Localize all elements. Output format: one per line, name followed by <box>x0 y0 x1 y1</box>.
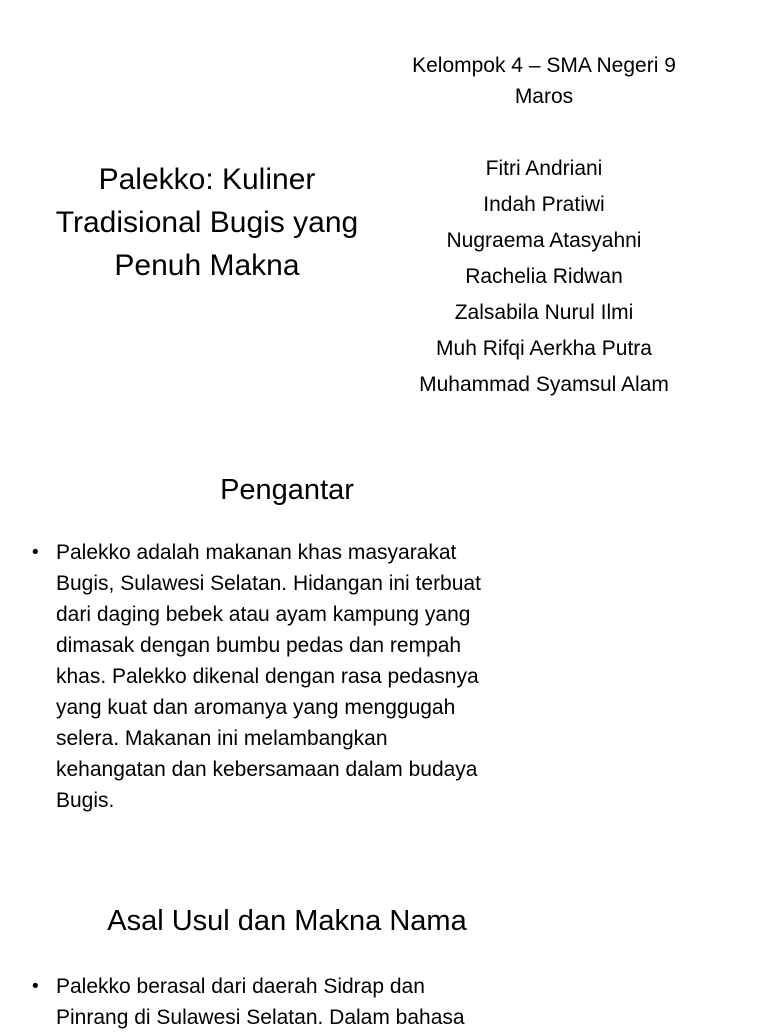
bullet-icon: • <box>32 542 39 563</box>
member-name: Indah Pratiwi <box>483 193 605 216</box>
member-name: Nugraema Atasyahni <box>446 229 642 252</box>
text-line: Bugis. <box>56 789 115 812</box>
member-name: Zalsabila Nurul Ilmi <box>454 301 634 324</box>
group-name-line: Kelompok 4 – SMA Negeri 9 <box>412 54 676 77</box>
member-list <box>378 151 710 403</box>
presentation-title <box>30 158 384 287</box>
text-line: kehangatan dan kebersamaan dalam budaya <box>56 758 478 781</box>
section-heading-asal-usul: Asal Usul dan Makna Nama <box>107 905 467 937</box>
text-line: dimasak dengan bumbu pedas dan rempah <box>56 634 462 657</box>
member-name: Muhammad Syamsul Alam <box>419 373 669 396</box>
group-info <box>378 50 710 403</box>
text-line: khas. Palekko dikenal dengan rasa pedasnya <box>56 665 479 688</box>
bullet-text <box>56 537 532 816</box>
group-name-line: Maros <box>514 85 574 108</box>
member-name: Fitri Andriani <box>485 157 603 180</box>
bullet-item <box>32 537 532 816</box>
text-line: Bugis, Sulawesi Selatan. Hidangan ini terbuat <box>56 572 481 595</box>
text-line: Pinrang di Sulawesi Selatan. Dalam bahasa <box>56 1006 465 1029</box>
title-line: Palekko: Kuliner <box>98 163 316 196</box>
text-line: Palekko adalah makanan khas masyarakat <box>56 541 457 564</box>
text-line: yang kuat dan aromanya yang menggugah <box>56 696 456 719</box>
member-name: Rachelia Ridwan <box>465 265 623 288</box>
title-line: Penuh Makna <box>114 249 300 282</box>
bullet-icon: • <box>32 976 39 997</box>
title-line: Tradisional Bugis yang <box>55 206 359 239</box>
text-line: Palekko berasal dari daerah Sidrap dan <box>56 975 425 998</box>
text-line: dari daging bebek atau ayam kampung yang <box>56 603 471 626</box>
section-heading-pengantar: Pengantar <box>220 474 354 506</box>
member-name: Muh Rifqi Aerkha Putra <box>436 337 652 360</box>
text-line: selera. Makanan ini melambangkan <box>56 727 388 750</box>
intro-bullet-list <box>32 537 532 816</box>
